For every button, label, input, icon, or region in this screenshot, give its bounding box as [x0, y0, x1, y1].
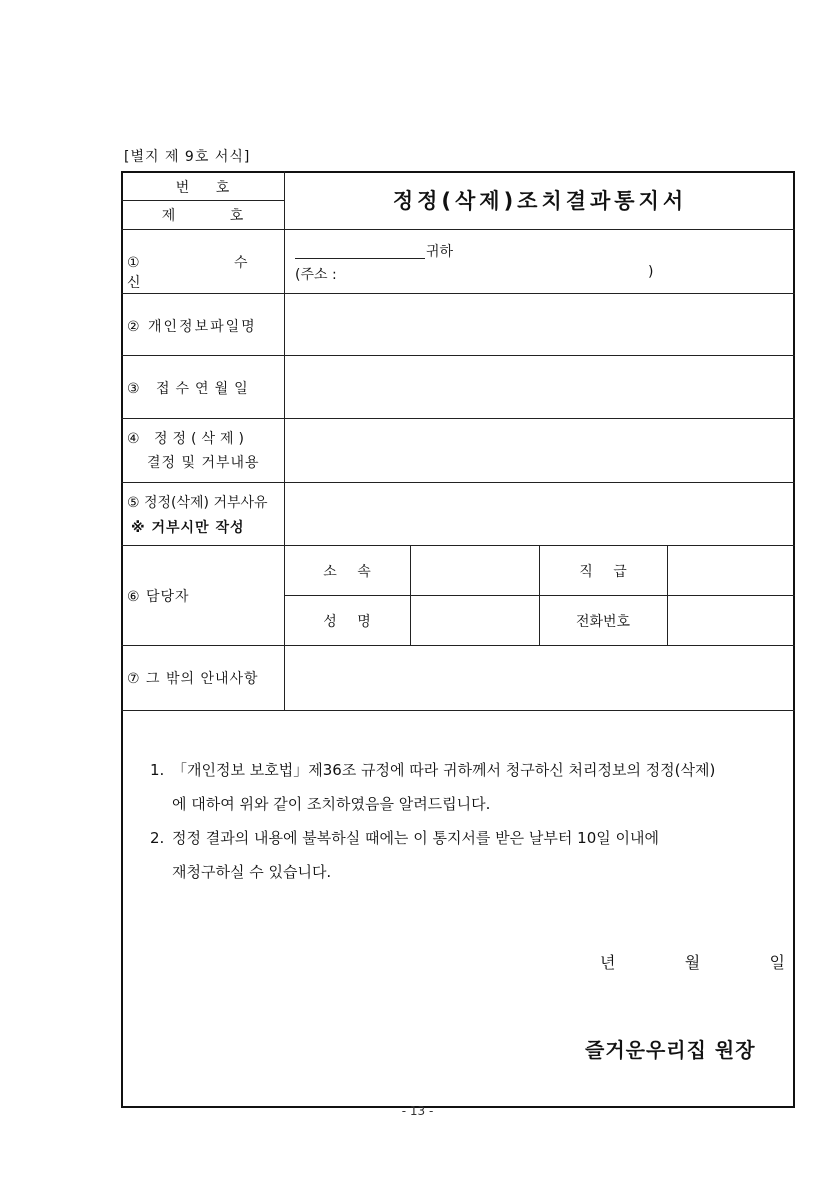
article-label: 제 호 [161, 208, 244, 224]
divider [121, 418, 795, 419]
divider [121, 545, 795, 546]
divider [121, 200, 284, 201]
phone-label: 전화번호 [575, 614, 631, 630]
file-name-field[interactable] [286, 295, 793, 354]
address-open: (주소 : [295, 267, 337, 283]
divider [121, 293, 795, 294]
notice-text: 에 대하여 위와 같이 조치하였음을 알려드립니다. [172, 795, 491, 813]
notice-item [150, 753, 790, 787]
name-label: 성 명 [323, 614, 371, 630]
received-date-field[interactable] [286, 357, 793, 417]
notice-number: 2. [150, 829, 165, 847]
phone-field[interactable] [669, 597, 793, 644]
address-close: ) [648, 264, 654, 280]
recipient-label: ① 수 신 [127, 255, 250, 291]
recipient-name-line[interactable] [295, 258, 425, 259]
divider [121, 645, 795, 646]
decision-label-line2: 결정 및 거부내용 [147, 455, 260, 471]
affiliation-field[interactable] [412, 547, 538, 594]
affiliation-label: 소 속 [323, 564, 371, 580]
signer-name: 즐거운우리집 원장 [585, 1038, 756, 1062]
page-title: 정정(삭제)조치결과통지서 [392, 189, 688, 213]
year-label: 년 [600, 953, 616, 972]
position-field[interactable] [669, 547, 793, 594]
divider [667, 545, 668, 645]
month-label: 월 [684, 953, 701, 972]
day-label: 일 [769, 953, 785, 972]
notice-text: 「개인정보 보호법」제36조 규정에 따라 귀하께서 청구하신 처리정보의 정정(삭제) [172, 761, 716, 779]
position-label: 직 급 [579, 564, 627, 580]
refusal-label-line1: ⑤ 정정(삭제) 거부사유 [127, 495, 268, 511]
page-number: - 13 - [401, 1104, 434, 1118]
divider [410, 545, 411, 645]
date-line [600, 950, 785, 973]
divider [121, 229, 795, 230]
file-name-label: ② 개인정보파일명 [127, 319, 257, 335]
notice-text: 재청구하실 수 있습니다. [172, 863, 332, 881]
name-field[interactable] [412, 597, 538, 644]
staff-label: ⑥ 담당자 [127, 589, 190, 605]
refusal-field[interactable] [286, 484, 793, 544]
divider [121, 482, 795, 483]
notice-block [150, 753, 790, 889]
notice-number: 1. [150, 761, 165, 779]
notice-item [150, 821, 790, 855]
decision-field[interactable] [286, 420, 793, 481]
recipient-honorific: 귀하 [426, 244, 454, 260]
divider [121, 710, 795, 711]
notice-text: 정정 결과의 내용에 불복하실 때에는 이 통지서를 받은 날부터 10일 이내에 [172, 829, 659, 847]
number-label: 번 호 [175, 180, 230, 196]
refusal-label-line2: ※ 거부시만 작성 [131, 520, 245, 536]
other-info-label: ⑦ 그 밖의 안내사항 [127, 671, 259, 687]
divider [121, 355, 795, 356]
received-date-label: ③ 접수연월일 [127, 381, 254, 397]
decision-label-line1: ④ 정정(삭제) [127, 431, 250, 447]
form-number-label: [별지 제 9호 서식] [124, 149, 251, 165]
other-info-field[interactable] [286, 647, 793, 709]
